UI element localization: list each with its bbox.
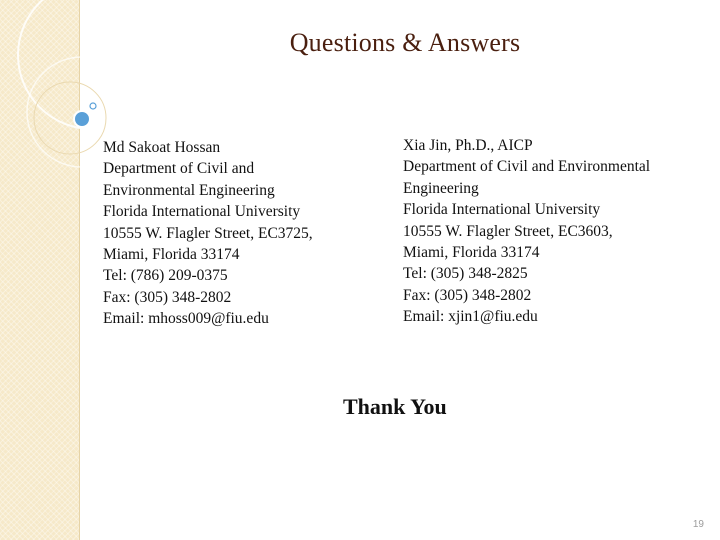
contact-department-cont: Environmental Engineering [103, 181, 275, 199]
deco-dot-small [90, 103, 96, 109]
thank-you-text: Thank You [343, 394, 447, 419]
contact-block-hossan [103, 137, 313, 330]
deco-dot-large [74, 111, 90, 127]
contact-fax: Fax: (305) 348-2802 [103, 288, 232, 306]
contact-university: Florida International University [403, 201, 601, 219]
contact-city: Miami, Florida 33174 [103, 246, 240, 264]
contact-email: Email: mhoss009@fiu.edu [103, 310, 269, 328]
contact-university: Florida International University [103, 203, 301, 221]
page-number: 19 [692, 519, 704, 530]
contact-fax: Fax: (305) 348-2802 [403, 286, 532, 304]
contact-street: 10555 W. Flagler Street, EC3725, [103, 224, 313, 242]
contact-name: Xia Jin, Ph.D., AICP [403, 137, 533, 154]
slide-title: Questions & Answers [289, 28, 521, 57]
deco-ring-small [34, 82, 106, 154]
contact-tel: Tel: (786) 209-0375 [103, 267, 228, 285]
contact-city: Miami, Florida 33174 [403, 244, 540, 262]
contact-tel: Tel: (305) 348-2825 [403, 265, 528, 283]
contact-department: Department of Civil and [103, 160, 255, 178]
contact-email: Email: xjin1@fiu.edu [403, 308, 538, 326]
contact-block-jin [403, 135, 650, 328]
contact-street: 10555 W. Flagler Street, EC3603, [403, 222, 613, 240]
deco-ring-large [18, 0, 166, 129]
contact-name: Md Sakoat Hossan [103, 139, 221, 156]
contact-department: Department of Civil and Environmental [403, 158, 651, 176]
contact-department-cont: Engineering [403, 179, 479, 197]
